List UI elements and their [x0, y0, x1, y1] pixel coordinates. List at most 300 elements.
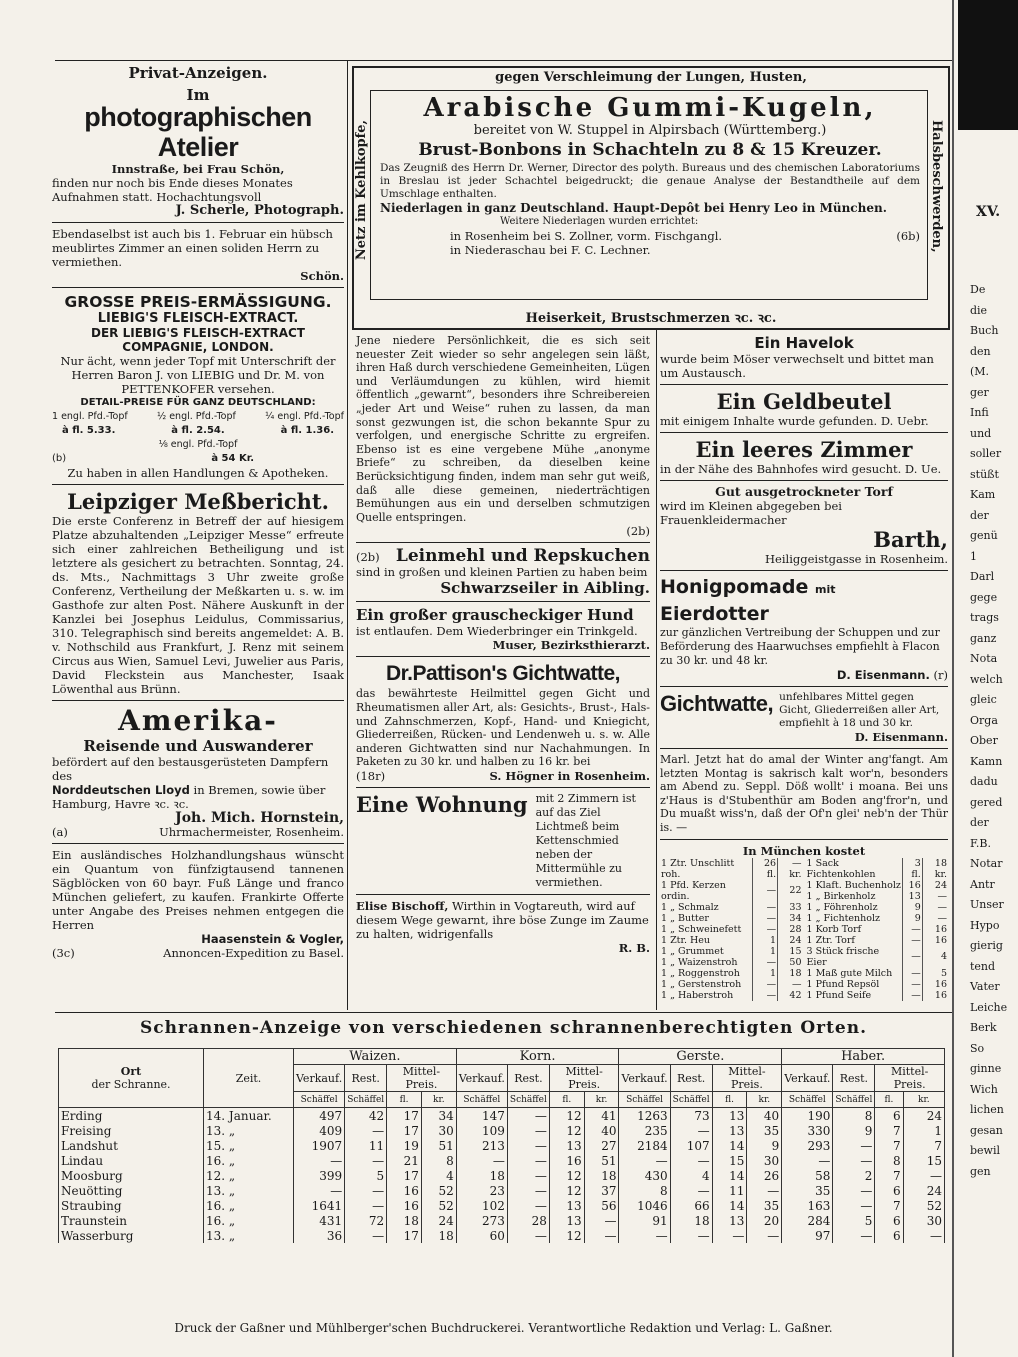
value-cell: 24 — [903, 1108, 944, 1124]
hund-title: Ein großer grauscheckiger Hund — [356, 606, 634, 625]
value-cell: — — [712, 1228, 747, 1243]
value-cell: 13 — [549, 1213, 584, 1228]
price-row — [806, 924, 949, 935]
value-cell: 58 — [782, 1168, 833, 1183]
holz-bold: Haasenstein & Vogler, — [201, 932, 344, 946]
hund-sign: Muser, Bezirksthierarzt. — [492, 638, 650, 653]
value-cell: — — [833, 1228, 875, 1243]
value-cell: — — [619, 1228, 670, 1243]
item-price: — — [922, 902, 948, 913]
price-row — [660, 858, 803, 880]
item-price: 34 — [778, 913, 803, 924]
value-cell: 41 — [584, 1108, 619, 1124]
unit-header: Schäffel — [833, 1092, 875, 1108]
value-cell: 409 — [294, 1123, 345, 1138]
ad-atelier-sign: J. Scherle, Photograph. — [175, 203, 344, 218]
item-price: 24 — [922, 880, 948, 891]
ad-atelier-im: Im — [186, 86, 210, 104]
divider — [660, 839, 948, 840]
divider — [52, 700, 344, 701]
value-cell: 7 — [875, 1198, 903, 1213]
value-cell: 399 — [294, 1168, 345, 1183]
verkauf-header: Verkauf. — [619, 1065, 670, 1092]
value-cell: 330 — [782, 1123, 833, 1138]
value-cell: 7 — [875, 1123, 903, 1138]
price-row — [806, 935, 949, 946]
prices-left — [660, 858, 803, 1001]
ad-mark: (2b) — [626, 524, 650, 539]
item-label: 3 Stück frische Eier — [806, 945, 880, 968]
price-row — [806, 990, 949, 1001]
edge-fragment: ganz — [970, 631, 997, 645]
value-cell: 5 — [345, 1168, 387, 1183]
item-price: 15 — [778, 946, 803, 957]
price-row — [806, 902, 949, 913]
value-cell: — — [507, 1138, 549, 1153]
value-cell: 109 — [456, 1123, 507, 1138]
value-cell: 12 — [549, 1108, 584, 1124]
price-row — [806, 858, 949, 880]
value-cell: 73 — [670, 1108, 712, 1124]
edge-fragment: den — [970, 344, 991, 358]
edge-fragment: Orga — [970, 713, 998, 727]
price-row — [660, 935, 803, 946]
unit-header: kr. — [747, 1092, 782, 1108]
value-cell: 52 — [903, 1198, 944, 1213]
schranne-title: Schrannen-Anzeige von verschiedenen schrannenberechtigten Orten. — [139, 1018, 868, 1038]
item-label: 1 „ Haberstroh — [661, 989, 734, 1001]
date-cell: 12. „ — [204, 1168, 294, 1183]
value-cell: 30 — [747, 1153, 782, 1168]
divider — [356, 656, 650, 657]
divider — [356, 787, 650, 788]
value-cell: 9 — [747, 1138, 782, 1153]
unit-header: Schäffel — [670, 1092, 712, 1108]
date-cell: 16. „ — [204, 1198, 294, 1213]
value-cell: 13 — [549, 1138, 584, 1153]
value-cell: 18 — [670, 1213, 712, 1228]
value-cell: 4 — [670, 1168, 712, 1183]
value-cell: 19 — [387, 1138, 422, 1153]
value-cell: 18 — [456, 1168, 507, 1183]
edge-fragment: Infi — [970, 406, 989, 419]
honigpomade-title: Honigpomade — [660, 576, 809, 598]
value-cell: 7 — [875, 1168, 903, 1183]
ad-mark: (2b) — [356, 550, 380, 565]
honigpomade-title2: Eierdotter — [660, 603, 769, 625]
footer-imprint: Druck der Gaßner und Mühlberger'schen Buchdruckerei. Verantwortliche Redaktion und Verlag: L. Gaßner. — [174, 1321, 833, 1335]
item-price: — — [922, 913, 948, 924]
havelok-title: Ein Havelok — [754, 334, 854, 352]
liebig-price-row2 — [52, 452, 344, 466]
liebig-sub2: DER LIEBIG'S FLEISCH-EXTRACT — [91, 326, 305, 340]
item-label: 1 Ztr. Unschlitt roh. — [661, 857, 735, 880]
torf-text: wird im Kleinen abgegeben bei Frauenkleidermacher — [660, 499, 842, 527]
price-row — [660, 924, 803, 935]
value-cell: — — [345, 1183, 387, 1198]
value-cell: 13 — [712, 1123, 747, 1138]
left-column — [52, 64, 344, 960]
gum-bottom: Heiserkeit, Brustschmerzen ꝛc. ꝛc. — [525, 311, 777, 326]
table-row — [59, 1213, 945, 1228]
rest-header: Rest. — [507, 1065, 549, 1092]
value-cell: 16 — [387, 1183, 422, 1198]
item-price: 33 — [778, 902, 803, 913]
value-cell: 1046 — [619, 1198, 670, 1213]
item-price: 4 — [922, 946, 948, 968]
value-cell: 27 — [584, 1138, 619, 1153]
unit-header: kr. — [903, 1092, 944, 1108]
value-cell: 107 — [670, 1138, 712, 1153]
divider — [356, 894, 650, 895]
date-cell: 14. Januar. — [204, 1108, 294, 1124]
edge-fragment: soller — [970, 447, 1002, 460]
amerika-sign-row — [52, 825, 344, 839]
value-cell: — — [747, 1228, 782, 1243]
column-rule-1 — [347, 60, 348, 1010]
havelok-text: wurde beim Möser verwechselt und bittet man um Austausch. — [660, 352, 934, 380]
value-cell: 18 — [421, 1228, 456, 1243]
verkauf-header: Verkauf. — [782, 1065, 833, 1092]
holz-text: Ein ausländisches Holzhandlungshaus wünscht ein Quantum von fünfzigtausend tannenen Sägblöcken von 60 bayr. Fuß Länge und franco München geliefert, zu kaufen. Frankirte Offerte unter Angabe des Preises nehmen entgegen die Herren — [52, 848, 344, 932]
amerika-title: Amerika- — [118, 704, 278, 737]
pattison-sign: S. Högner in Rosenheim. — [489, 768, 650, 783]
leinmehl-title: Leinmehl und Repskuchen — [395, 546, 650, 567]
item-label: 1 Korb Torf — [806, 923, 862, 935]
value-cell: 30 — [421, 1123, 456, 1138]
item-price: — — [903, 935, 923, 946]
edge-fragment: und — [970, 426, 992, 440]
price-row — [660, 880, 803, 902]
value-cell: 24 — [421, 1213, 456, 1228]
pattison-sign-row — [356, 769, 650, 783]
value-cell: 6 — [875, 1228, 903, 1243]
place-cell: Wasserburg — [59, 1228, 204, 1243]
gichtwatte-block — [660, 691, 948, 730]
unit-header: Schäffel — [345, 1092, 387, 1108]
value-cell: 8 — [875, 1153, 903, 1168]
ad-room-text: Ebendaselbst ist auch bis 1. Februar ein hübsch meublirtes Zimmer an einen soliden Herrn zu vermiethen. — [52, 227, 333, 269]
item-price: — — [753, 902, 778, 913]
value-cell: — — [833, 1183, 875, 1198]
ad-mark: (a) — [52, 825, 68, 839]
value-cell: 35 — [782, 1183, 833, 1198]
value-cell: 15 — [903, 1153, 944, 1168]
price-row — [660, 968, 803, 979]
liebig-foot: Zu haben in allen Handlungen & Apotheken. — [67, 466, 329, 480]
value-cell: — — [507, 1153, 549, 1168]
edge-fragment: Hypo — [970, 918, 1000, 932]
value-cell: 37 — [584, 1183, 619, 1198]
liebig-text: Nur ächt, wenn jeder Topf mit Unterschrift der Herren Baron J. von LIEBIG und Dr. M. von PETTENKOFER versehen. — [60, 354, 336, 396]
value-cell: 16 — [549, 1153, 584, 1168]
gichtwatte-text: unfehlbares Mittel gegen Gicht, Gliederreißen aller Art, empfiehlt à 18 und 30 kr. — [779, 691, 940, 729]
item-price: 16 — [922, 935, 948, 946]
honigpomade-sign-row — [660, 668, 948, 682]
liebig-sub3: COMPAGNIE, LONDON. — [122, 340, 274, 354]
item-price: — — [903, 979, 923, 990]
edge-fragment: Berk — [970, 1021, 997, 1034]
price-row — [806, 913, 949, 924]
unit-header: fl. — [387, 1092, 422, 1108]
edge-fragment: F.B. — [970, 836, 991, 850]
value-cell: — — [782, 1153, 833, 1168]
item-price: — — [778, 979, 803, 990]
edge-fragment: Notar — [970, 857, 1003, 870]
unit-header: Schäffel — [782, 1092, 833, 1108]
value-cell: 51 — [421, 1138, 456, 1153]
value-cell: 431 — [294, 1213, 345, 1228]
item-label: 1 „ Schweinefett — [661, 923, 742, 935]
item-label: 1 „ Butter — [661, 912, 709, 924]
table-row — [59, 1138, 945, 1153]
value-cell: 56 — [584, 1198, 619, 1213]
value-cell: — — [747, 1183, 782, 1198]
item-price: 50 — [778, 957, 803, 968]
price-row — [660, 990, 803, 1001]
value-cell: 8 — [833, 1108, 875, 1124]
place-cell: Erding — [59, 1108, 204, 1124]
date-cell: 13. „ — [204, 1228, 294, 1243]
edge-fragment: gered — [970, 795, 1003, 809]
gum-top: gegen Verschleimung der Lungen, Husten, — [495, 70, 807, 85]
value-cell: — — [345, 1228, 387, 1243]
item-price: 24 — [778, 935, 803, 946]
torf-sign: Barth, — [873, 527, 948, 552]
zimmer-text: in der Nähe des Bahnhofes wird gesucht. D. Ue. — [660, 462, 942, 476]
value-cell: 284 — [782, 1213, 833, 1228]
item-price: 13 — [903, 891, 923, 902]
value-cell: 14 — [712, 1168, 747, 1183]
edge-fragment: Darl — [970, 570, 995, 583]
item-label: 1 „ Gerstenstroh — [661, 978, 742, 990]
value-cell: 7 — [875, 1138, 903, 1153]
item-label: 1 Pfd. Kerzen ordin. — [661, 879, 726, 902]
item-price: 28 — [778, 924, 803, 935]
value-cell: 102 — [456, 1198, 507, 1213]
value-cell: 24 — [903, 1183, 944, 1198]
value-cell: 15 — [712, 1153, 747, 1168]
ad-mark: (r) — [933, 668, 948, 682]
value-cell: 97 — [782, 1228, 833, 1243]
right-column — [660, 334, 948, 1001]
edge-fragment: So — [970, 1041, 985, 1055]
edge-fragment: der — [970, 508, 989, 522]
grain-header: Korn. — [456, 1049, 619, 1065]
page-edge — [952, 0, 954, 1357]
edge-fragment: bewil — [970, 1144, 1001, 1157]
value-cell: 26 — [747, 1168, 782, 1183]
edge-fragment: Kamn — [970, 754, 1003, 768]
edge-fragment: tend — [970, 959, 996, 973]
value-cell: — — [584, 1228, 619, 1243]
ad-room-sign: Schön. — [300, 269, 344, 283]
value-cell: 13 — [712, 1108, 747, 1124]
ad-mark: (18r) — [356, 768, 386, 783]
holz-sign-row — [52, 946, 344, 960]
value-cell: 42 — [345, 1108, 387, 1124]
gum-ad-box — [352, 66, 950, 330]
edge-fragment: Nota — [970, 652, 998, 665]
rest-header: Rest. — [345, 1065, 387, 1092]
masthead-fragment — [958, 0, 1018, 130]
value-cell: 8 — [421, 1153, 456, 1168]
unit-header: fl. — [549, 1092, 584, 1108]
bischoff-sign: R. B. — [618, 940, 650, 955]
gum-loc1-row — [380, 229, 920, 243]
item-label: 1 Ztr. Heu — [661, 934, 711, 946]
place-cell: Neuötting — [59, 1183, 204, 1198]
edge-fragment: lichen — [970, 1103, 1004, 1116]
value-cell: — — [670, 1153, 712, 1168]
item-label: 1 „ Waizenstroh — [661, 956, 738, 968]
price-label: 1 engl. Pfd.-Topf — [52, 411, 128, 422]
value-cell: — — [833, 1153, 875, 1168]
value-cell: — — [670, 1183, 712, 1198]
value-cell: 17 — [387, 1123, 422, 1138]
item-price: — — [753, 979, 778, 990]
value-cell: 6 — [875, 1213, 903, 1228]
gum-sub: Brust-Bonbons in Schachteln zu 8 & 15 Kreuzer. — [418, 140, 882, 160]
next-page-edge — [956, 0, 1008, 1357]
value-cell: 16 — [387, 1198, 422, 1213]
value-cell: 20 — [747, 1213, 782, 1228]
gum-title: Arabische Gummi-Kugeln, — [423, 93, 877, 123]
rest-header: Rest. — [833, 1065, 875, 1092]
item-price: — — [903, 968, 923, 979]
edge-fragment: De — [970, 283, 986, 296]
value-cell: 8 — [619, 1183, 670, 1198]
edge-fragment: Leiche — [970, 1000, 1008, 1014]
value-cell: — — [507, 1123, 549, 1138]
item-price: 5 — [922, 968, 948, 979]
price-label: ½ engl. Pfd.-Topf — [156, 411, 236, 422]
value-cell: — — [833, 1138, 875, 1153]
item-price: — kr. — [778, 858, 803, 880]
value-cell: 12 — [549, 1168, 584, 1183]
date-cell: 13. „ — [204, 1123, 294, 1138]
item-label: 1 „ Birkenholz — [806, 890, 876, 902]
edge-fragment: ger — [970, 385, 989, 399]
torf-title: Gut ausgetrockneter Torf — [715, 484, 893, 499]
item-label: 1 Maß gute Milch — [806, 967, 893, 979]
value-cell: 35 — [747, 1198, 782, 1213]
table-row — [59, 1228, 945, 1243]
ad-atelier-title: photographischen Atelier — [84, 102, 312, 162]
edge-fragment: Kam — [970, 488, 996, 501]
value-cell: 36 — [294, 1228, 345, 1243]
value-cell: — — [670, 1228, 712, 1243]
table-row — [59, 1153, 945, 1168]
value-cell: 293 — [782, 1138, 833, 1153]
liebig-price-values — [52, 424, 344, 438]
ad-mark: (3c) — [52, 946, 75, 960]
table-row — [59, 1198, 945, 1213]
value-cell: 12 — [549, 1228, 584, 1243]
col-ort-header — [59, 1049, 204, 1108]
item-price: 42 — [778, 990, 803, 1001]
price-value: à fl. 5.33. — [62, 425, 116, 436]
honigpomade-mit: mit — [814, 583, 836, 596]
divider — [356, 542, 650, 543]
value-cell: 17 — [387, 1168, 422, 1183]
item-price: 1 — [753, 946, 778, 957]
amerika-text1: befördert auf den bestausgerüsteten Dampfern des — [52, 755, 329, 783]
unit-header: fl. — [712, 1092, 747, 1108]
grain-header: Haber. — [782, 1049, 945, 1065]
item-label: 1 „ Schmalz — [661, 901, 719, 913]
mittel-preis-header: Mittel-Preis. — [549, 1065, 619, 1092]
leinmehl-title-row — [356, 547, 650, 565]
value-cell: 11 — [712, 1183, 747, 1198]
value-cell: 14 — [712, 1198, 747, 1213]
honigpomade-sign: D. Eisenmann. — [836, 668, 930, 682]
divider — [660, 570, 948, 571]
place-cell: Lindau — [59, 1153, 204, 1168]
divider — [660, 384, 948, 385]
gum-content — [380, 92, 920, 257]
value-cell: 40 — [584, 1123, 619, 1138]
place-cell: Moosburg — [59, 1168, 204, 1183]
item-price: 26 fl. — [753, 858, 778, 880]
liebig-sub1: LIEBIG'S FLEISCH-EXTRACT. — [97, 311, 299, 326]
edge-fragments — [970, 280, 1007, 1182]
value-cell: 5 — [833, 1213, 875, 1228]
item-price: 16 — [922, 924, 948, 935]
value-cell: 40 — [747, 1108, 782, 1124]
mittel-preis-header: Mittel-Preis. — [712, 1065, 782, 1092]
value-cell: 9 — [833, 1123, 875, 1138]
value-cell: 6 — [875, 1183, 903, 1198]
edge-fragment: gesan — [970, 1123, 1003, 1137]
item-price: 9 — [903, 913, 923, 924]
item-price: — — [753, 957, 778, 968]
item-price: — — [903, 924, 923, 935]
col-ort: Ort — [120, 1065, 142, 1078]
value-cell: 7 — [903, 1138, 944, 1153]
edge-fragment: gierig — [970, 939, 1003, 952]
unit-header: Schäffel — [507, 1092, 549, 1108]
edge-fragment: Ober — [970, 734, 998, 747]
top-rule — [55, 60, 952, 61]
price-row — [660, 979, 803, 990]
liebig-price-row — [52, 410, 344, 424]
divider — [660, 432, 948, 433]
value-cell: — — [507, 1183, 549, 1198]
unit-header: Schäffel — [294, 1092, 345, 1108]
gichtwatte-title: Gichtwatte, — [660, 691, 774, 716]
value-cell: 91 — [619, 1213, 670, 1228]
value-cell: 51 — [584, 1153, 619, 1168]
value-cell: — — [294, 1183, 345, 1198]
item-price: 22 — [778, 880, 803, 902]
value-cell: 13 — [712, 1213, 747, 1228]
hund-text: ist entlaufen. Dem Wiederbringer ein Trinkgeld. — [356, 624, 638, 639]
item-label: 1 „ Grummet — [661, 945, 724, 957]
middle-column — [356, 334, 650, 955]
value-cell: — — [584, 1213, 619, 1228]
value-cell: 52 — [421, 1198, 456, 1213]
prices-head: In München kostet — [742, 843, 866, 858]
gum-left-side: Netz im Kehlkopfe, — [354, 120, 369, 261]
amerika-text2: in Bremen, sowie über Hamburg, Havre ꝛc. ꝛc. — [52, 783, 326, 811]
item-label: 1 „ Fichtenholz — [806, 912, 881, 924]
item-label: 1 Pfund Repsöl — [806, 978, 880, 990]
geldbeutel-text: mit einigem Inhalte wurde gefunden. D. Uebr. — [660, 414, 929, 428]
value-cell: 12 — [549, 1123, 584, 1138]
divider — [52, 222, 344, 223]
liebig-title: GROSSE PREIS-ERMÄSSIGUNG. — [64, 293, 332, 311]
